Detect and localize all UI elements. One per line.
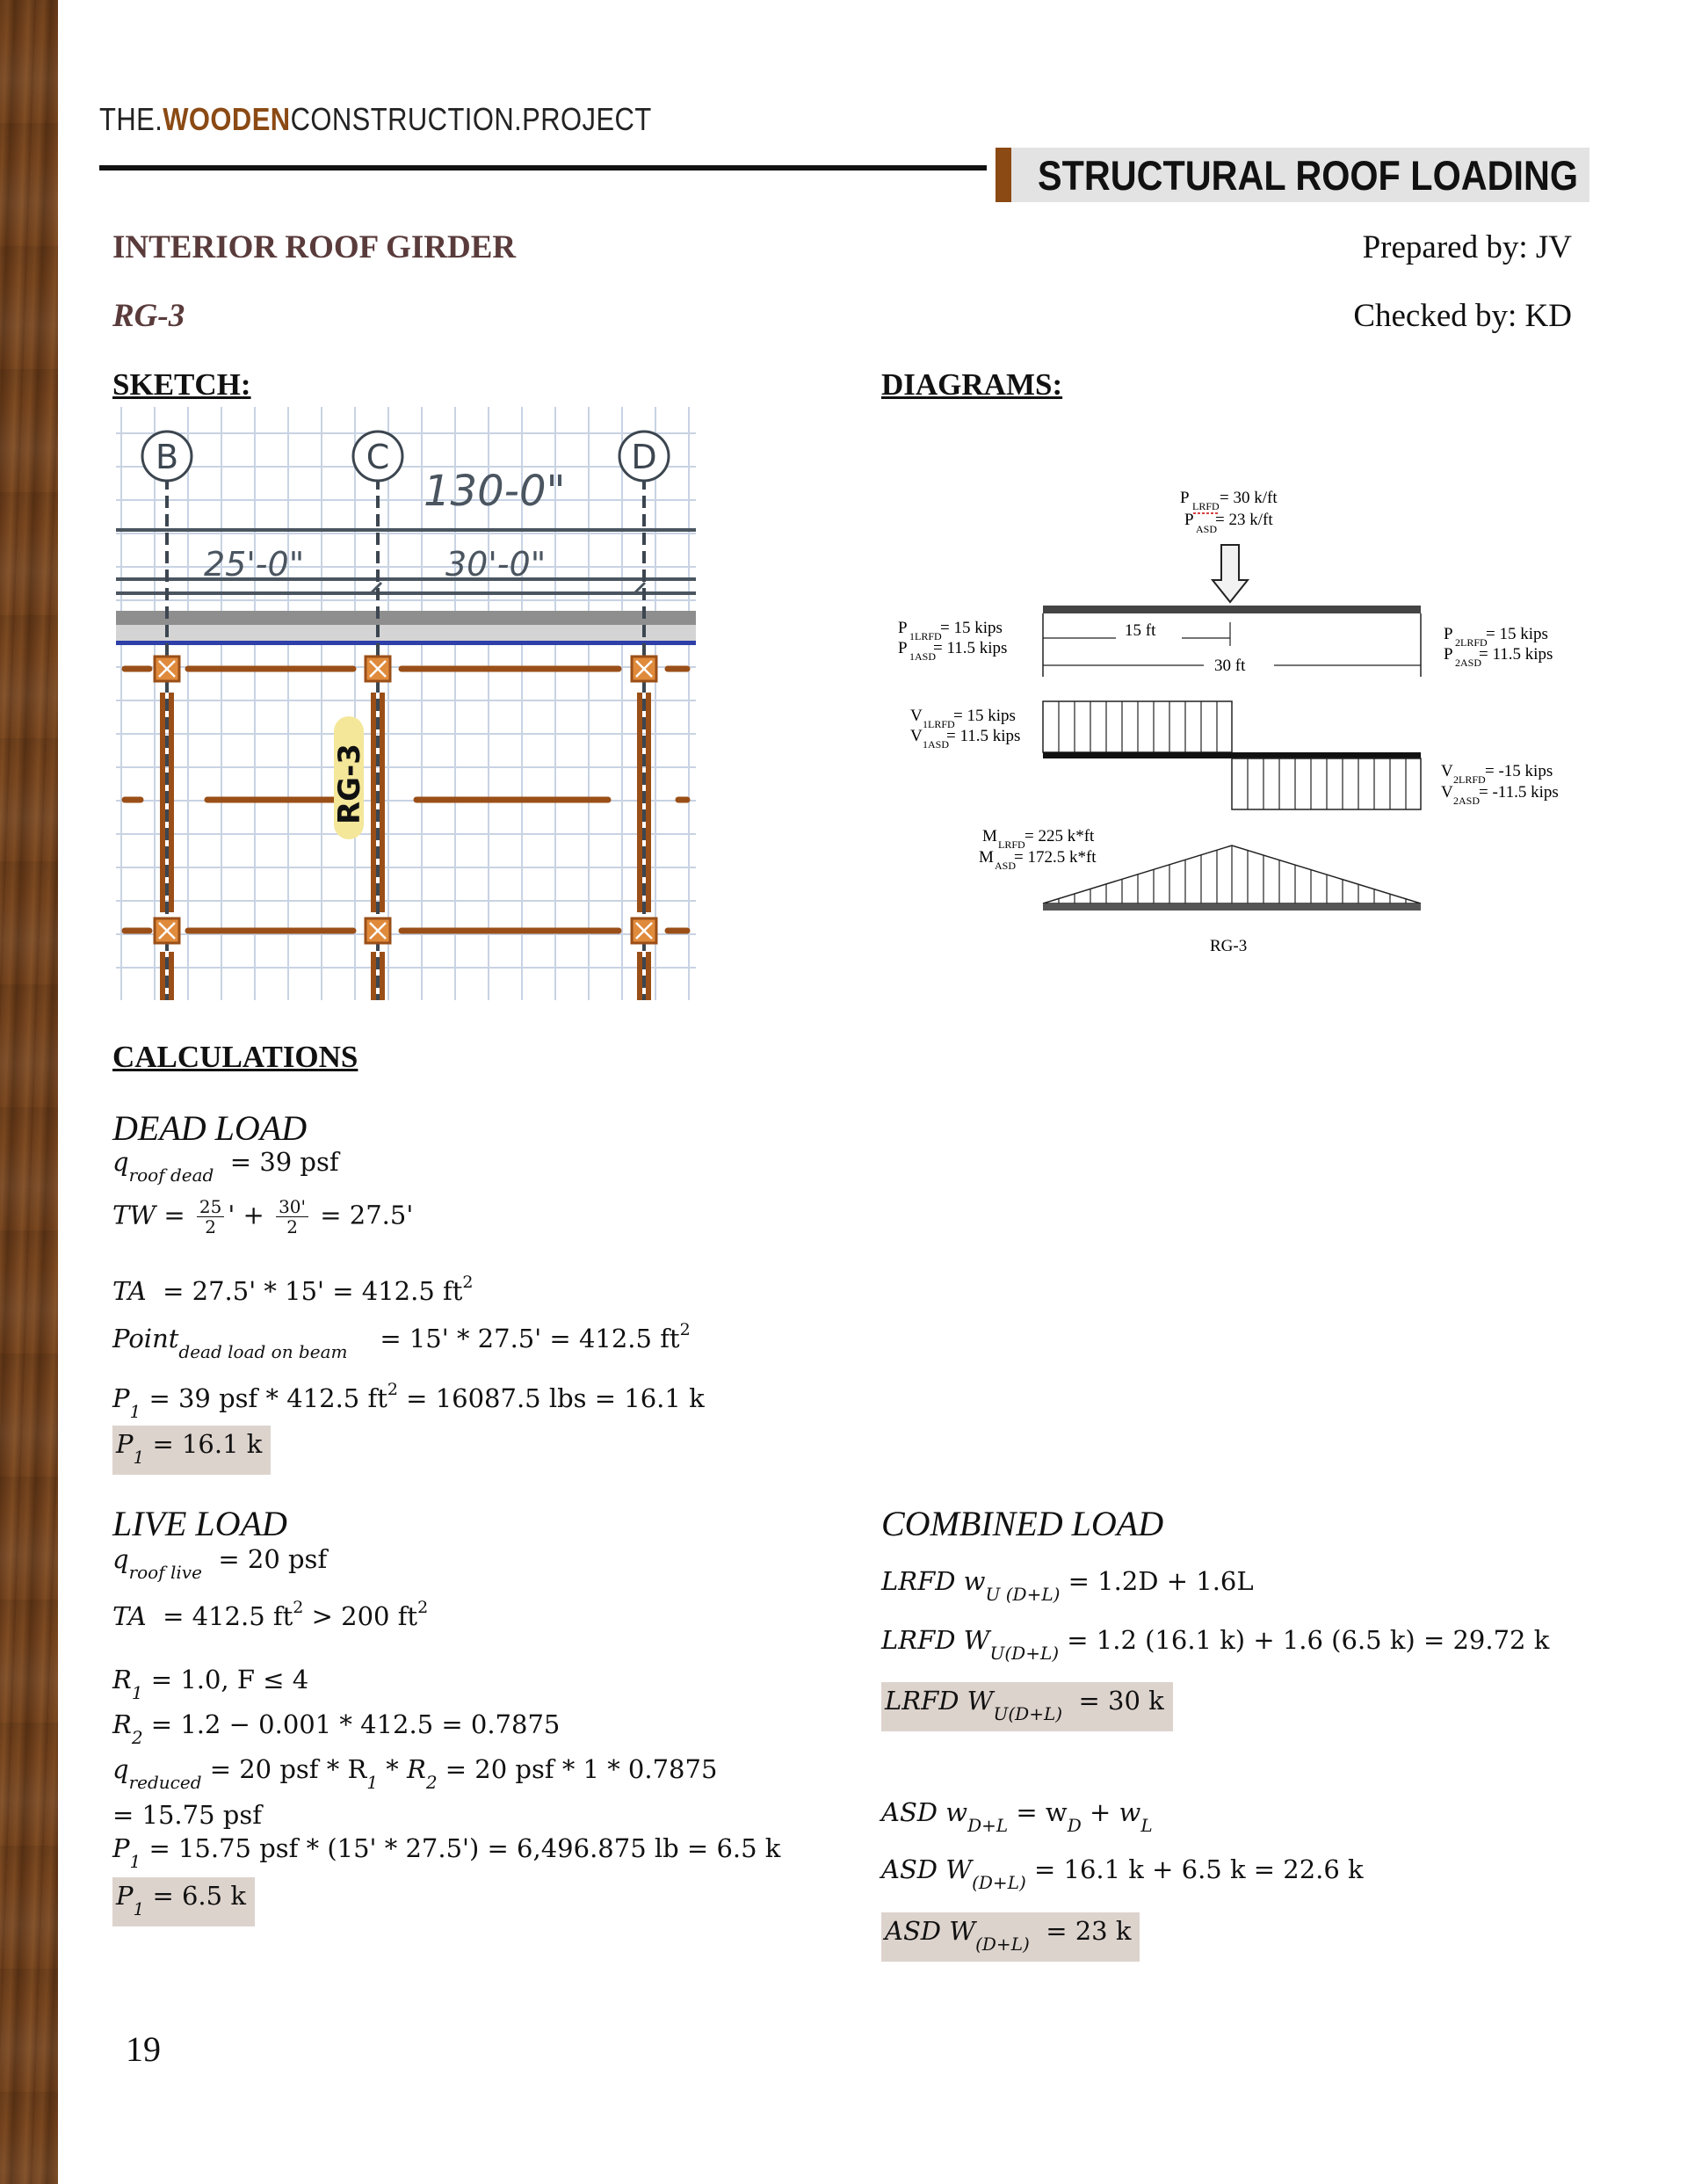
load-lrfd: = 30 k/ft [1220, 489, 1278, 507]
svg-text:1LRFD: 1LRFD [923, 718, 955, 730]
wood-sidebar [0, 0, 58, 2184]
svg-text:P: P [1444, 625, 1453, 643]
svg-text:V: V [1441, 762, 1453, 780]
page-title: STRUCTURAL ROOF LOADING [1038, 152, 1579, 199]
svg-text:ASD: ASD [995, 860, 1017, 872]
dead-load-title: DEAD LOAD [112, 1108, 308, 1148]
dim-15ft: 15 ft [1125, 621, 1156, 640]
dead-p1-calc: $P_1 = 39$ psf * 412.5 $ft^2 = 16087.5$ lbs = 16.1 k [112, 1380, 705, 1422]
q-roof-dead: $q_{roof dead} = 39$ psf [112, 1147, 339, 1186]
svg-text:1LRFD: 1LRFD [909, 630, 942, 642]
girder-tag: RG-3 [332, 744, 367, 824]
checked-by: Checked by: KD [1353, 298, 1572, 334]
svg-text:P: P [1180, 489, 1190, 507]
lrfd-w-equation: LRFD $w_{U (D+L)} = 1.2D + 1.6L$ [881, 1566, 1254, 1605]
point-dead-load: Point$_{dead load on beam}$ = 15' * 27.5' = 412.5 $ft^2$ [112, 1320, 691, 1362]
svg-text:2LRFD: 2LRFD [1453, 773, 1486, 786]
live-load-title: LIVE LOAD [112, 1504, 287, 1543]
grid-bubble-d: D [631, 438, 657, 476]
svg-text:2ASD: 2ASD [1455, 657, 1482, 669]
prepared-by: Prepared by: JV [1362, 229, 1572, 265]
live-tributary-area: TA = 412.5 $ft^2 > 200$ $ft^2$ [112, 1598, 429, 1631]
r1-factor: $R_1 = 1.0$, F ≤ 4 [112, 1665, 309, 1703]
svg-text:P: P [1184, 511, 1194, 529]
grid-bubble-c: C [366, 438, 390, 476]
member-id: RG-3 [112, 298, 185, 334]
tributary-width: TW = $\frac{25}{2}$ ' + $\frac{30'}{2}$ = 27.5' [112, 1196, 414, 1237]
dead-p1-result: $P_1 = 16.1$ k [112, 1426, 271, 1475]
live-p1-result: $P_1 = 6.5$ k [112, 1877, 255, 1926]
dim-30ft: 30 ft [1214, 657, 1246, 675]
calculations-heading: CALCULATIONS [112, 1040, 358, 1074]
asd-W-calc: ASD $W_{(D+L)} = 16.1$ k + 6.5 k = 22.6 k [881, 1854, 1364, 1893]
svg-text:V: V [910, 707, 923, 725]
combined-load-title: COMBINED LOAD [881, 1504, 1164, 1543]
svg-text:2ASD: 2ASD [1453, 795, 1481, 807]
svg-text:LRFD: LRFD [998, 838, 1025, 851]
v2-lrfd: = -15 kips [1485, 762, 1553, 780]
load-asd: = 23 k/ft [1215, 511, 1273, 529]
r2-asd: = 11.5 kips [1479, 645, 1553, 664]
svg-text:1ASD: 1ASD [923, 738, 950, 751]
grid-bubble-b: B [155, 438, 179, 476]
q-reduced-result: = 15.75 psf [112, 1800, 262, 1830]
svg-text:LRFD: LRFD [1192, 500, 1220, 512]
r2-factor: $R_2 = 1.2 - 0.001 * 412.5 = 0.7875$ [112, 1709, 561, 1748]
svg-text:V: V [1441, 783, 1453, 802]
svg-text:ASD: ASD [1196, 523, 1218, 535]
diagram-caption: RG-3 [1210, 937, 1248, 955]
lrfd-W-result: LRFD $W_{U(D+L)} = 30$ k [881, 1682, 1173, 1731]
span-left-dimension: 25'-0" [204, 545, 305, 584]
overall-dimension: 130-0" [424, 467, 566, 516]
m-asd: = 172.5 k*ft [1014, 848, 1097, 867]
beam-diagrams [879, 483, 1582, 967]
asd-w-equation: ASD $w_{D+L} = w_D + w_L$ [881, 1797, 1153, 1836]
q-reduced: $q_{reduced} = 20$ psf * $R_1 * R_2 = 20$ psf * 1 * 0.7875 [112, 1754, 718, 1793]
svg-text:1ASD: 1ASD [909, 650, 937, 663]
q-roof-live: $q_{roof live} = 20$ psf [112, 1544, 328, 1583]
tributary-area: TA = 27.5' * 15' = 412.5 $ft^2$ [112, 1273, 474, 1306]
svg-text:M: M [979, 848, 994, 867]
page-title-box [996, 148, 1589, 202]
svg-text:2LRFD: 2LRFD [1455, 636, 1488, 649]
diagrams-heading: DIAGRAMS: [881, 367, 1063, 402]
sketch-heading: SKETCH: [112, 367, 251, 402]
svg-text:M: M [982, 827, 997, 845]
lrfd-W-calc: LRFD $W_{U(D+L)} = 1.2$ (16.1 k) + 1.6 (6.5 k) = 29.72 k [881, 1625, 1550, 1664]
r1-lrfd: = 15 kips [940, 619, 1003, 637]
v1-asd: = 11.5 kips [946, 727, 1021, 745]
v1-lrfd: = 15 kips [953, 707, 1016, 725]
v2-asd: = -11.5 kips [1479, 783, 1559, 802]
header-rule [99, 165, 987, 171]
brand-logo: THE.WOODENCONSTRUCTION.PROJECT [99, 101, 652, 137]
framing-sketch [116, 407, 696, 1000]
r1-asd: = 11.5 kips [933, 639, 1008, 657]
m-lrfd: = 225 k*ft [1025, 827, 1095, 845]
member-title: INTERIOR ROOF GIRDER [112, 229, 517, 265]
span-right-dimension: 30'-0" [445, 545, 547, 584]
asd-W-result: ASD $W_{(D+L)} = 23$ k [881, 1912, 1140, 1962]
svg-text:P: P [1444, 645, 1453, 664]
svg-text:P: P [898, 619, 908, 637]
svg-text:V: V [910, 727, 923, 745]
svg-text:P: P [898, 639, 908, 657]
page-number: 19 [126, 2029, 161, 2069]
r2-lrfd: = 15 kips [1486, 625, 1548, 643]
live-p1-calc: $P_1 = 15.75$ psf * (15' * 27.5') = 6,496.875 lb = 6.5 k [112, 1833, 781, 1872]
